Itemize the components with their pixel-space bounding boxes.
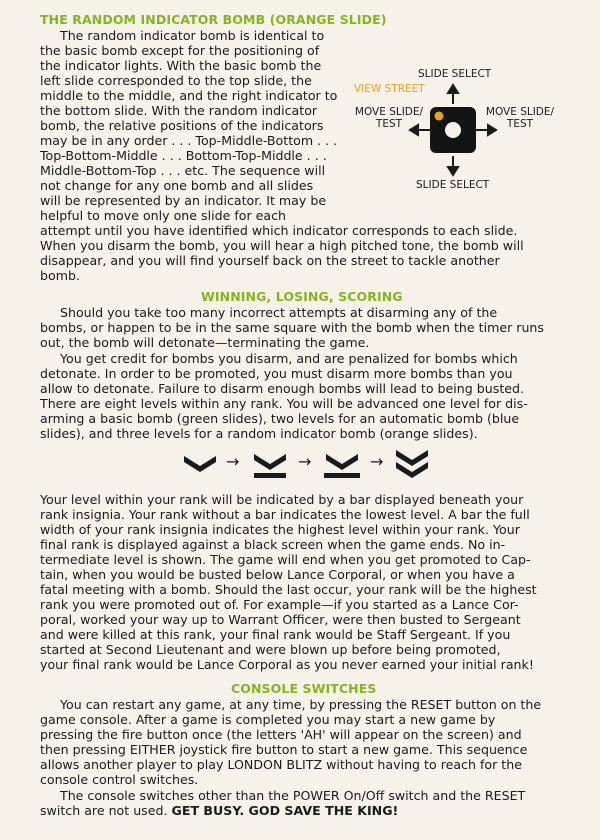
text-line: helpful to move only one slide for each bbox=[40, 208, 287, 223]
insignia-chevron-full-bar-icon bbox=[324, 454, 360, 478]
heading-random-indicator-bomb: THE RANDOM INDICATOR BOMB (ORANGE SLIDE) bbox=[40, 12, 387, 27]
label-slide-select-top: SLIDE SELECT bbox=[418, 68, 492, 80]
text-line: console control switches. bbox=[40, 772, 199, 787]
label-move-slide-right-line1: MOVE SLIDE/ bbox=[485, 106, 555, 118]
text-line: allows another player to play LONDON BLITZ without having to reach for the bbox=[40, 757, 522, 772]
text-line: the indicator lights. With the basic bomb the bbox=[40, 58, 322, 73]
text-line: Top-Bottom-Middle . . . Bottom-Top-Middle . . . bbox=[40, 148, 327, 163]
rank-insignia-sequence bbox=[180, 448, 440, 482]
text-line: and were killed at this rank, your final rank would be Staff Sergeant. If you bbox=[40, 627, 511, 642]
insignia-one-chevron-icon bbox=[184, 456, 216, 472]
text-line: You get credit for bombs you disarm, and are penalized for bombs which bbox=[60, 351, 518, 366]
text-line: game console. After a game is completed you may start a new game by bbox=[40, 712, 496, 727]
final-line-start: switch are not used. bbox=[40, 803, 168, 818]
text-line: poral, worked your way up to Warrant Officer, were then busted to Sergeant bbox=[40, 612, 521, 627]
arrow-icon: → bbox=[298, 452, 312, 471]
label-move-slide-right-line2: TEST bbox=[506, 118, 534, 130]
text-line: The console switches other than the POWER On/Off switch and the RESET bbox=[60, 788, 526, 803]
text-line: The random indicator bomb is identical to bbox=[60, 28, 325, 43]
text-line: pressing the fire button once (the letters 'AH' will appear on the screen) and bbox=[40, 727, 522, 742]
text-line: may be in any order . . . Top-Middle-Bottom . . . bbox=[40, 133, 338, 148]
text-line: bomb. bbox=[40, 268, 80, 283]
text-line: out, the bomb will detonate—terminating the game. bbox=[40, 335, 370, 350]
text-line: Should you take too many incorrect attempts at disarming any of the bbox=[60, 305, 498, 320]
god-save-the-king: GET BUSY. GOD SAVE THE KING! bbox=[171, 803, 399, 818]
text-line-final bbox=[40, 803, 398, 819]
text-line: the bottom slide. With the random indicator bbox=[40, 103, 318, 118]
label-move-slide-left-line1: MOVE SLIDE/ bbox=[354, 106, 424, 118]
joystick-cross-icon bbox=[408, 82, 498, 178]
text-line: fatal meeting with a bomb. Should the last occur, your rank will be the highest bbox=[40, 582, 537, 597]
label-slide-select-bottom: SLIDE SELECT bbox=[416, 179, 490, 191]
text-line: final rank is displayed against a black screen when the game ends. No in- bbox=[40, 537, 506, 552]
text-line: slides), and three levels for a random indicator bomb (orange slides). bbox=[40, 426, 478, 441]
text-line: You can restart any game, at any time, by pressing the RESET button on the bbox=[60, 697, 542, 712]
text-line: bombs, or happen to be in the same square with the bomb when the timer runs bbox=[40, 320, 544, 335]
text-line: started at Second Lieutenant and were blown up before being promoted, bbox=[40, 642, 501, 657]
text-line: Your level within your rank will be indicated by a bar displayed beneath your bbox=[40, 492, 524, 507]
text-line: left slide corresponded to the top slide, the bbox=[40, 73, 312, 88]
text-line: detonate. In order to be promoted, you must disarm more bombs than you bbox=[40, 366, 513, 381]
text-line: bomb, the relative positions of the indicators bbox=[40, 118, 324, 133]
joystick-diagram bbox=[350, 62, 590, 202]
text-line: disappear, and you will find yourself back on the street to tackle another bbox=[40, 253, 500, 268]
text-line: rank insignia. Your rank without a bar indicates the lowest level. A bar the full bbox=[40, 507, 530, 522]
text-line: allow to detonate. Failure to disarm enough bombs will lead to being busted. bbox=[40, 381, 524, 396]
text-line: arming a basic bomb (green slides), two levels for an automatic bomb (blue bbox=[40, 411, 520, 426]
arrow-icon: → bbox=[226, 452, 240, 471]
text-line: attempt until you have identified which indicator corresponds to each slide. bbox=[40, 223, 518, 238]
insignia-two-chevrons-icon bbox=[396, 450, 428, 478]
text-line: tain, when you would be busted below Lance Corporal, or when you have a bbox=[40, 567, 515, 582]
text-line: then pressing EITHER joystick fire button to start a new game. This sequence bbox=[40, 742, 528, 757]
text-line: rank you were promoted out of. For example—if you started as a Lance Cor- bbox=[40, 597, 519, 612]
text-line: not change for any one bomb and all slides bbox=[40, 178, 314, 193]
text-line: will be represented by an indicator. It may be bbox=[40, 193, 327, 208]
heading-console-switches: CONSOLE SWITCHES bbox=[231, 681, 377, 696]
arrow-icon: → bbox=[370, 452, 384, 471]
text-line: termediate level is shown. The game will end when you get promoted to Cap- bbox=[40, 552, 531, 567]
heading-winning-losing-scoring: WINNING, LOSING, SCORING bbox=[201, 289, 403, 304]
label-view-street: VIEW STREET bbox=[354, 83, 425, 95]
label-move-slide-left-line2: TEST bbox=[375, 118, 403, 130]
insignia-chevron-bar-icon bbox=[254, 454, 286, 478]
text-line: your final rank would be Lance Corporal as you never earned your initial rank! bbox=[40, 657, 534, 672]
text-line: the basic bomb except for the positioning of bbox=[40, 43, 320, 58]
text-line: middle to the middle, and the right indicator to bbox=[40, 88, 338, 103]
text-line: There are eight levels within any rank. You will be advanced one level for dis- bbox=[40, 396, 528, 411]
text-line: width of your rank insignia indicates the highest level within your rank. Your bbox=[40, 522, 520, 537]
text-line: Middle-Bottom-Top . . . etc. The sequence will bbox=[40, 163, 326, 178]
text-line: When you disarm the bomb, you will hear a high pitched tone, the bomb will bbox=[40, 238, 524, 253]
